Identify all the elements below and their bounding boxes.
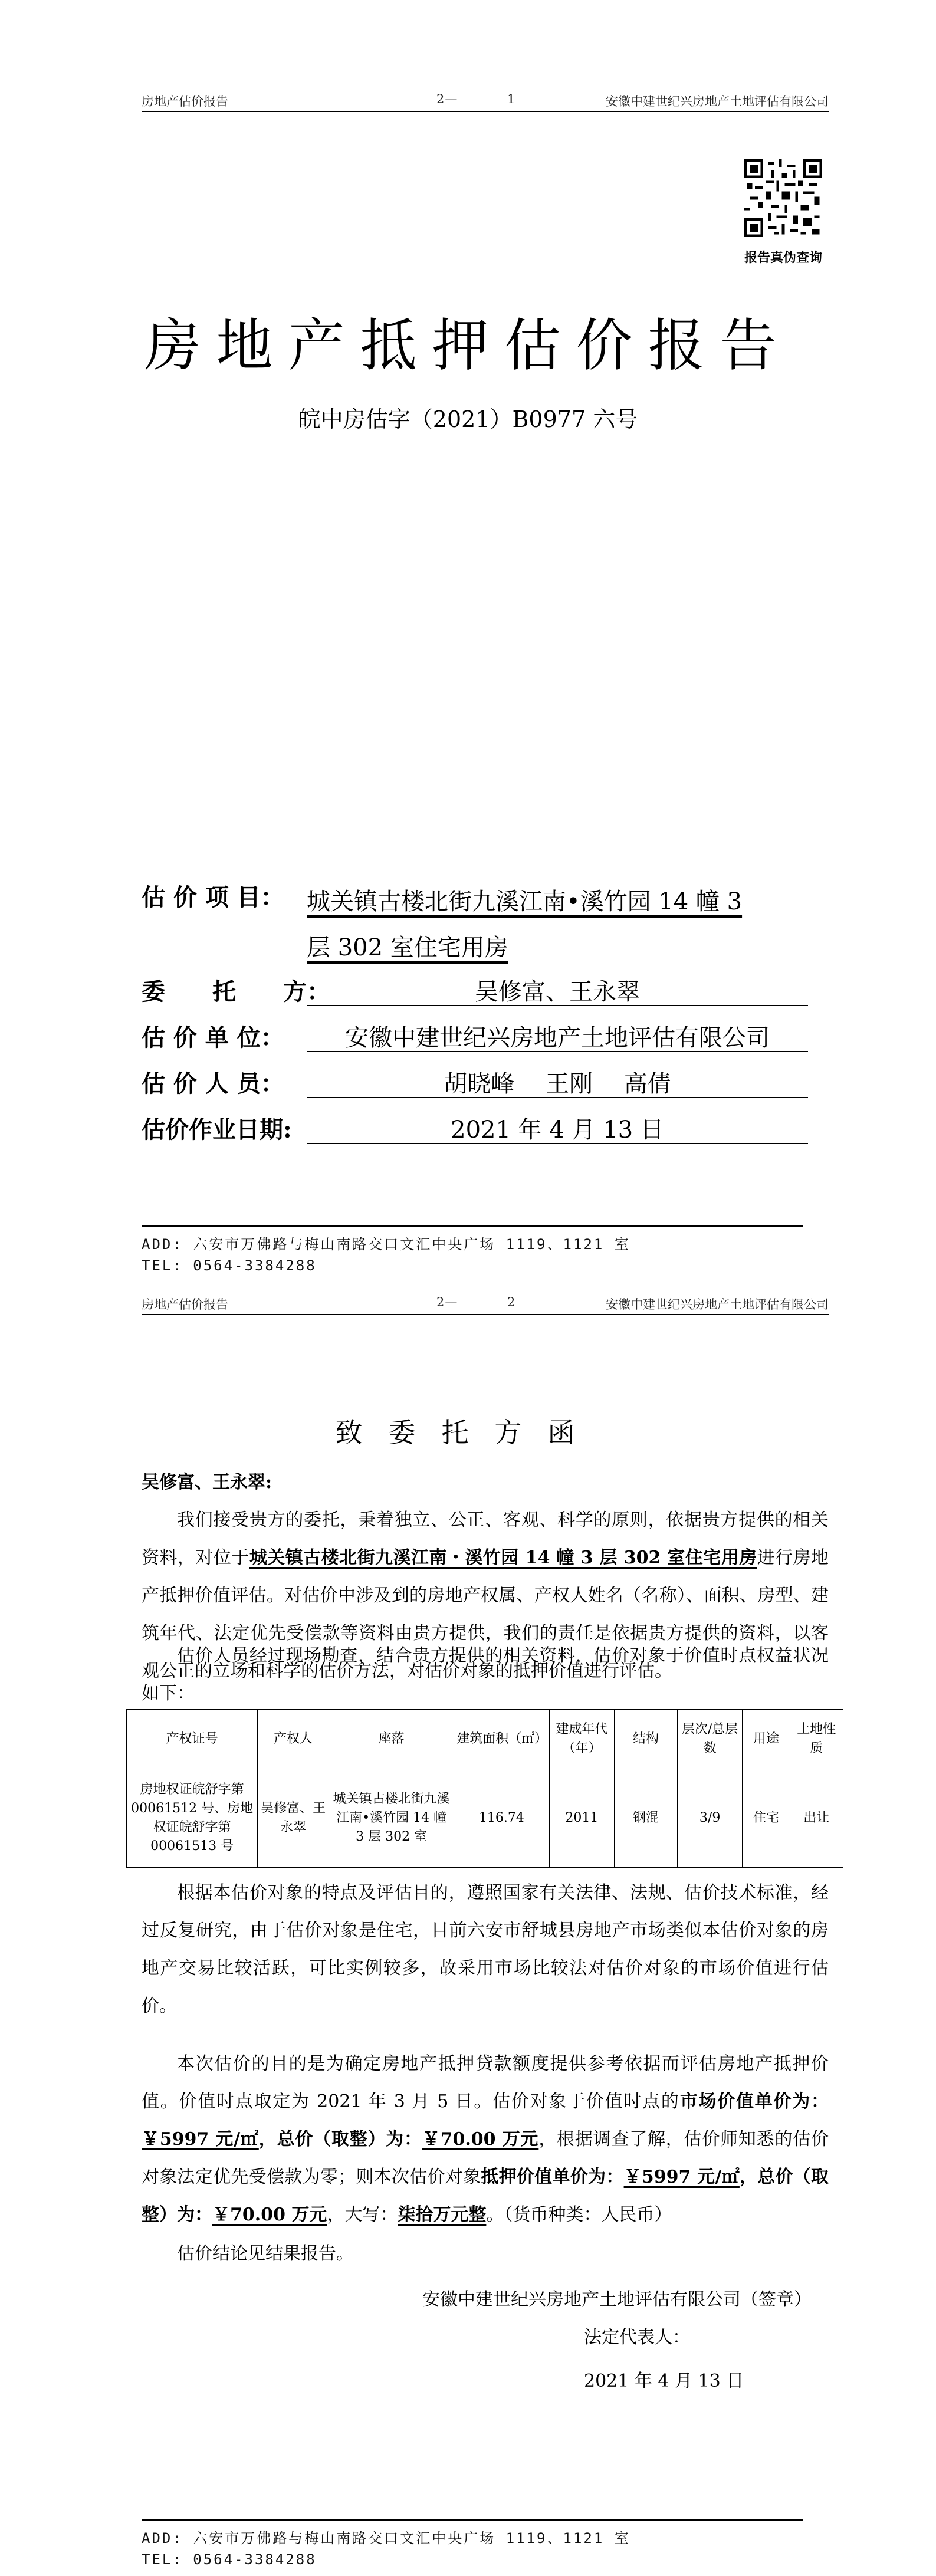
p4-text-a: 本次估价的目的是为确定房地产抵押贷款额度提供参考依据而评估房地产抵押价值。价值时点取定为 2021 年 3 月 5 日。估价对象于价值时点的 <box>142 2053 829 2112</box>
p1-text-c: 进行房地产抵押价值评估。对估价中涉及到的房地产权属、产权人姓名（名称）、面积、房型、建筑年代、法定优先受偿款等资料由贵方提供，我们的责任是依据贵方提供的资料，以客观公正的立场和科学的估价方法，对估价对象的抵押价值进行评估。 <box>142 1547 829 1681</box>
p4-market-unit-label: 市场价值单价为： <box>679 2091 829 2112</box>
table-cell-location: 城关镇古楼北街九溪江南•溪竹园 14 幢 3 层 302 室 <box>329 1769 454 1868</box>
document-number: 皖中房估字（2021）B0977 六号 <box>298 406 638 432</box>
footer-divider <box>142 1225 803 1227</box>
paragraph-3: 根据本估价对象的特点及评估目的，遵照国家有关法律、法规、估价技术标准，经过反复研究，由于估价对象是住宅，目前六安市舒城县房地产市场类似本估价对象的房地产交易比较活跃，可比实例较多，故采用市场比较法对估价对象的市场价值进行估价。 <box>142 1882 829 2016</box>
field-date-value: 2021 年 4 月 13 日 <box>307 1111 808 1144</box>
field-client <box>142 973 808 1008</box>
table-header-row <box>127 1710 843 1769</box>
p1-text-a: 我们接受贵方的委托，秉着独立、公正、客观、科学的原则，依据贵方提供的相关资料，对位于 <box>142 1510 829 1568</box>
field-client-value: 吴修富、王永翠 <box>307 973 808 1006</box>
report-title: 房地产抵押估价报告 <box>144 313 792 379</box>
project-line-1: 城关镇古楼北街九溪江南•溪竹园 14 幢 3 <box>307 888 743 915</box>
table-cell-certificate: 房地权证皖舒字第 00061512 号、房地权证皖舒字第 00061513 号 <box>127 1769 258 1868</box>
field-staff-label: 估 价 人 员： <box>142 1070 284 1098</box>
p4-mortgage-total-label: ，总价（取整）为： <box>142 2167 829 2225</box>
field-valuer-label: 估 价 单 位： <box>142 1024 284 1052</box>
field-staff-value: 胡晓峰 王刚 高倩 <box>307 1065 808 1098</box>
page-footer <box>142 2528 630 2570</box>
field-date <box>142 1111 808 1146</box>
field-client-label: 委 托 方： <box>142 978 330 1006</box>
qr-code-icon[interactable] <box>744 159 822 237</box>
table-row <box>127 1769 843 1868</box>
field-staff <box>142 1065 808 1100</box>
p4-market-unit-price: ￥5997 元/㎡ <box>142 2129 259 2150</box>
field-project-value <box>307 879 808 971</box>
header-report-name: 房地产估价报告 <box>142 94 228 109</box>
table-header-cell: 层次/总层数 <box>677 1710 743 1769</box>
header-company: 安徽中建世纪兴房地产土地评估有限公司 <box>606 1297 829 1312</box>
legal-representative: 法定代表人： <box>584 2327 690 2348</box>
project-line-2: 层 302 室住宅用房 <box>307 934 508 961</box>
paragraph-2: 估价人员经过现场勘查，结合贵方提供的相关资料，估价对象于价值时点权益状况如下： <box>142 1645 829 1704</box>
field-date-label: 估价作业日期: <box>142 1116 292 1144</box>
p4-amount-in-words: 柒拾万元整 <box>398 2204 487 2225</box>
table-cell-area: 116.74 <box>454 1769 549 1868</box>
p4-market-total-label: ，总价（取整）为： <box>258 2129 422 2150</box>
sign-date: 2021 年 4 月 13 日 <box>584 2371 744 2391</box>
table-header-cell: 产权证号 <box>127 1710 258 1769</box>
table-cell-structure: 钢混 <box>615 1769 678 1868</box>
table-header-cell: 产权人 <box>258 1710 329 1769</box>
table-header-cell: 座落 <box>329 1710 454 1769</box>
field-valuer-value: 安徽中建世纪兴房地产土地评估有限公司 <box>307 1019 808 1052</box>
signer-company: 安徽中建世纪兴房地产土地评估有限公司（签章） <box>422 2289 812 2310</box>
field-project-label: 估 价 项 目： <box>142 883 284 911</box>
p4-mortgage-unit-price: ￥5997 元/㎡ <box>623 2167 740 2187</box>
table-header-cell: 土地性质 <box>790 1710 843 1769</box>
table-cell-owner: 吴修富、王永翠 <box>258 1769 329 1868</box>
p4-market-total-price: ￥70.00 万元 <box>422 2129 539 2150</box>
property-status-table <box>126 1709 843 1868</box>
footer-address: ADD: 六安市万佛路与梅山南路交口文汇中央广场 1119、1121 室 <box>142 1236 630 1253</box>
footer-divider <box>142 2519 803 2521</box>
table-header-cell: 用途 <box>743 1710 790 1769</box>
page-header <box>142 1292 829 1315</box>
table-cell-year: 2011 <box>549 1769 615 1868</box>
table-cell-floor: 3/9 <box>677 1769 743 1868</box>
p4-mortgage-total-price: ￥70.00 万元 <box>212 2204 327 2225</box>
table-cell-usage: 住宅 <box>743 1769 790 1868</box>
report-cover-page <box>0 0 936 1284</box>
letter-title: 致委托方函 <box>335 1417 601 1448</box>
p1-property-address: 城关镇古楼北街九溪江南・溪竹园 14 幢 3 层 302 室住宅用房 <box>249 1547 757 1568</box>
p4-text-f: ，根据调查了解，估价师知悉的估价对象法定优先受偿款为零；则本次估价对象 <box>142 2129 829 2187</box>
header-report-name: 房地产估价报告 <box>142 1297 228 1312</box>
p4-text-m: 。（货币种类：人民币） <box>486 2204 672 2225</box>
p4-text-k: ，大写： <box>327 2204 398 2225</box>
table-cell-land-type: 出让 <box>790 1769 843 1868</box>
p4-mortgage-unit-label: 抵押价值单价为： <box>481 2167 624 2187</box>
table-header-cell: 建成年代（年） <box>549 1710 615 1769</box>
header-page-prefix: 2— <box>436 92 458 106</box>
letter-salutation: 吴修富、王永翠: <box>142 1472 272 1493</box>
field-project <box>142 879 808 973</box>
footer-tel: TEL: 0564-3384288 <box>142 1257 317 1274</box>
footer-tel: TEL: 0564-3384288 <box>142 2551 317 2568</box>
header-page-number: 2 <box>507 1295 515 1309</box>
qr-code-label: 报告真伪查询 <box>744 250 822 265</box>
page-footer <box>142 1234 630 1276</box>
header-page-prefix: 2— <box>436 1295 458 1309</box>
paragraph-5: 估价结论见结果报告。 <box>177 2243 354 2264</box>
header-page-number: 1 <box>507 92 515 106</box>
footer-address: ADD: 六安市万佛路与梅山南路交口文汇中央广场 1119、1121 室 <box>142 2530 630 2547</box>
field-valuer <box>142 1019 808 1054</box>
letter-page <box>0 1284 936 2576</box>
paragraph-4 <box>142 2045 829 2234</box>
table-header-cell: 结构 <box>615 1710 678 1769</box>
page-header <box>142 88 829 112</box>
header-company: 安徽中建世纪兴房地产土地评估有限公司 <box>606 94 829 109</box>
table-header-cell: 建筑面积（㎡） <box>454 1710 549 1769</box>
